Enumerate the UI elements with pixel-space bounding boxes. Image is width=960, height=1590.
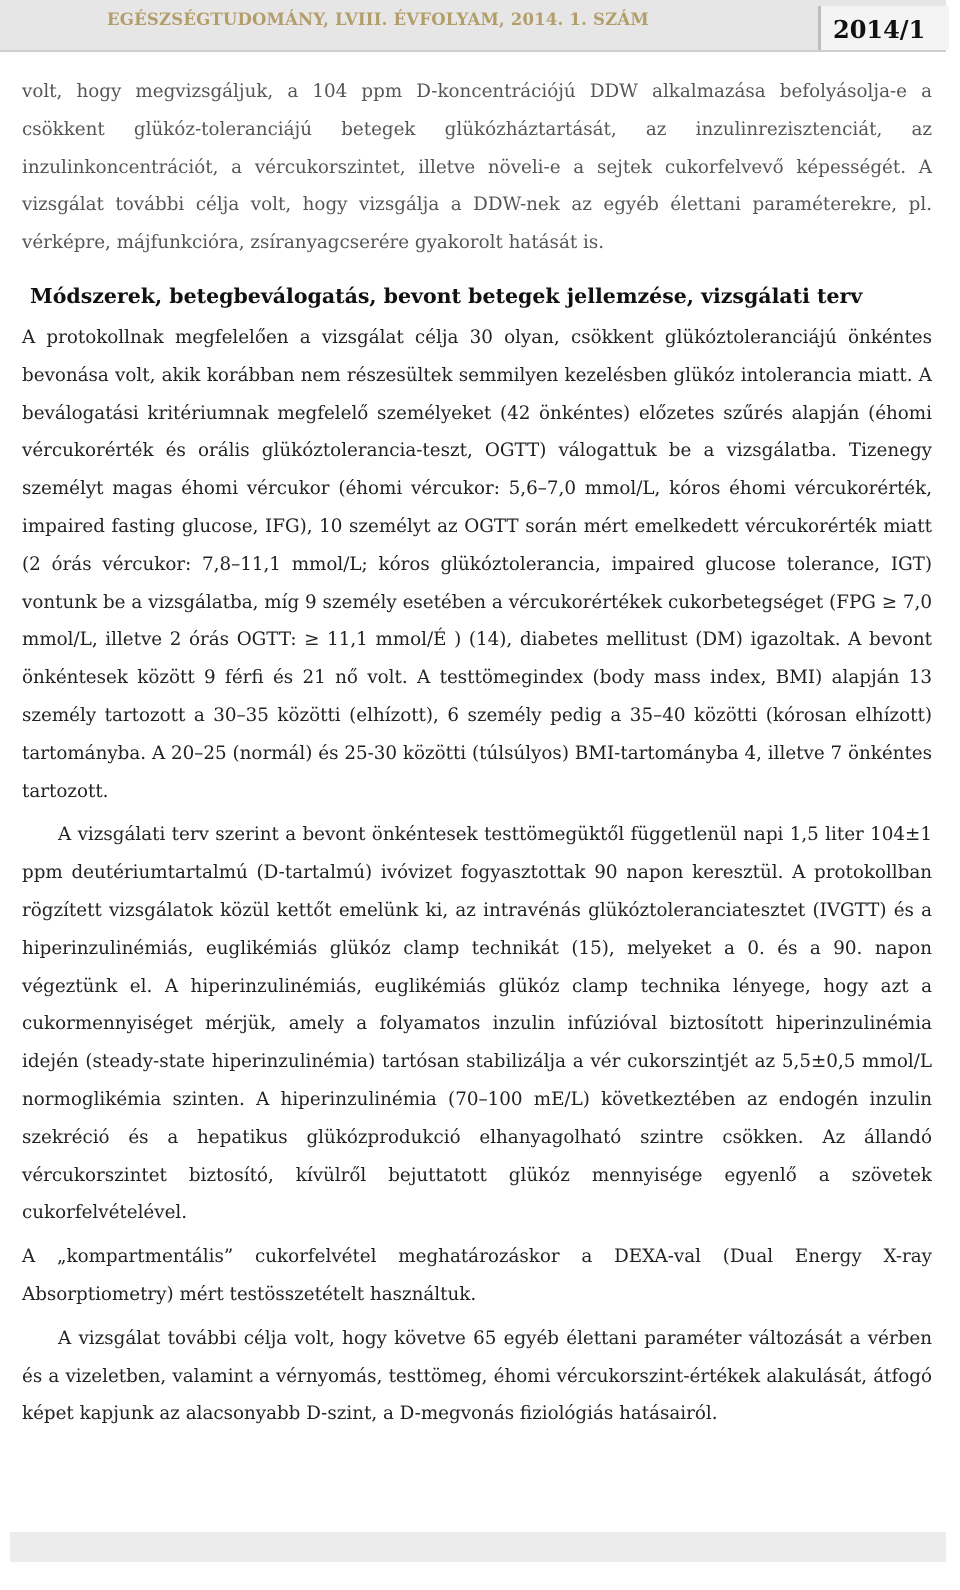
section-heading: Módszerek, betegbeválogatás, bevont betegek jellemzése, vizsgálati terv	[30, 283, 863, 308]
page-footer	[10, 1532, 946, 1562]
article-body	[22, 73, 932, 1433]
paragraph-methods: A protokollnak megfelelően a vizsgálat célja 30 olyan, csökkent glükóztoleranciájú önkéntes bevonása volt, akik korábban nem részesültek semmilyen kezelésben glükóz intolerancia miatt. A beválogatási kritériumnak megfelelő személyeket (42 önkéntes) előzetes szűrés alapján (éhomi vércukorérték és orális glükóztolerancia-teszt, OGTT) válogattuk be a vizsgálatba. Tizenegy személyt magas éhomi vércukor (éhomi vércukor: 5,6–7,0 mmol/L, kóros éhomi vércukorérték, impaired fasting glucose, IFG), 10 személyt az OGTT során mért emelkedett vércukorérték miatt (2 órás vércukor: 7,8–11,1 mmol/L; kóros glükóztolerancia, impaired glucose tolerance, IGT) vontunk be a vizsgálatba, míg 9 személy esetében a vércukorértékek cukorbetegséget (FPG ≥ 7,0 mmol/L, illetve 2 órás OGTT: ≥ 11,1 mmol/É ) (14), diabetes mellitust (DM) igazoltak. A bevont önkéntesek között 9 férfi és 21 nő volt. A testtömegindex (body mass index, BMI) alapján 13 személy tartozott a 30–35 közötti (elhízott), 6 személy pedig a 35–40 közötti (kórosan elhízott) tartományba. A 20–25 (normál) és 25-30 közötti (túlsúlyos) BMI-tartományba 4, illetve 7 önkéntes tartozott.	[22, 326, 932, 802]
paragraph-dexa: A „kompartmentális” cukorfelvétel meghatározáskor a DEXA-val (Dual Energy X-ray Absorptiometry) mért testösszetételt használtuk.	[22, 1246, 932, 1305]
issue-box	[818, 6, 949, 50]
issue-number: 2014/1	[833, 15, 926, 44]
paragraph-study-plan: A vizsgálati terv szerint a bevont önkéntesek testtömegüktől függetlenül napi 1,5 liter 104±1 ppm deutériumtartalmú (D-tartalmú) ivóvizet fogyasztottak 90 napon keresztül. A protokollban rögzített vizsgálatok közül kettőt emelünk ki, az intravénás glükóztoleranciatesztet (IVGTT) és a hiperinzulinémiás, euglikémiás glükóz clamp technikát (15), melyeket a 0. és a 90. napon végeztünk el. A hiperinzulinémiás, euglikémiás glükóz clamp technika lényege, hogy azt a cukormennyiséget mérjük, amely a folyamatos inzulin infúzióval biztosított hiperinzulinémia idején (steady-state hiperinzulinémia) tartósan stabilizálja a vér cukorszintjét az 5,5±0,5 mmol/L normoglikémia szinten. A hiperinzulinémia (70–100 mE/L) következtében az endogén inzulin szekréció és a hepatikus glükózprodukció elhanyagolható szintre csökken. Az állandó vércukorszintet biztosító, kívülről bejuttatott glükóz mennyisége egyenlő a szövetek cukorfelvételével.	[22, 824, 932, 1224]
intro-paragraph: volt, hogy megvizsgáljuk, a 104 ppm D-koncentrációjú DDW alkalmazása befolyásolja-e a csökkent glükóz-toleranciájú betegek glükózháztartását, az inzulinrezisztenciát, az inzulinkoncentrációt, a vércukorszintet, illetve növeli-e a sejtek cukorfelvevő képességét. A vizsgálat további célja volt, hogy vizsgálja a DDW-nek az egyéb élettani paraméterekre, pl. vérképre, májfunkcióra, zsíranyagcserére gyakorolt hatását is.	[22, 81, 932, 254]
paragraph-further-aims: A vizsgálat további célja volt, hogy követve 65 egyéb élettani paraméter változását a vérben és a vizeletben, valamint a vérnyomás, testtömeg, éhomi vércukorszint-értékek alakulását, átfogó képet kapjunk az alacsonyabb D-szint, a D-megvonás fiziológiás hatásairól.	[22, 1327, 932, 1425]
page-header	[0, 0, 946, 52]
journal-title: EGÉSZSÉGTUDOMÁNY, LVIII. ÉVFOLYAM, 2014. 1. SZÁM	[107, 10, 649, 29]
